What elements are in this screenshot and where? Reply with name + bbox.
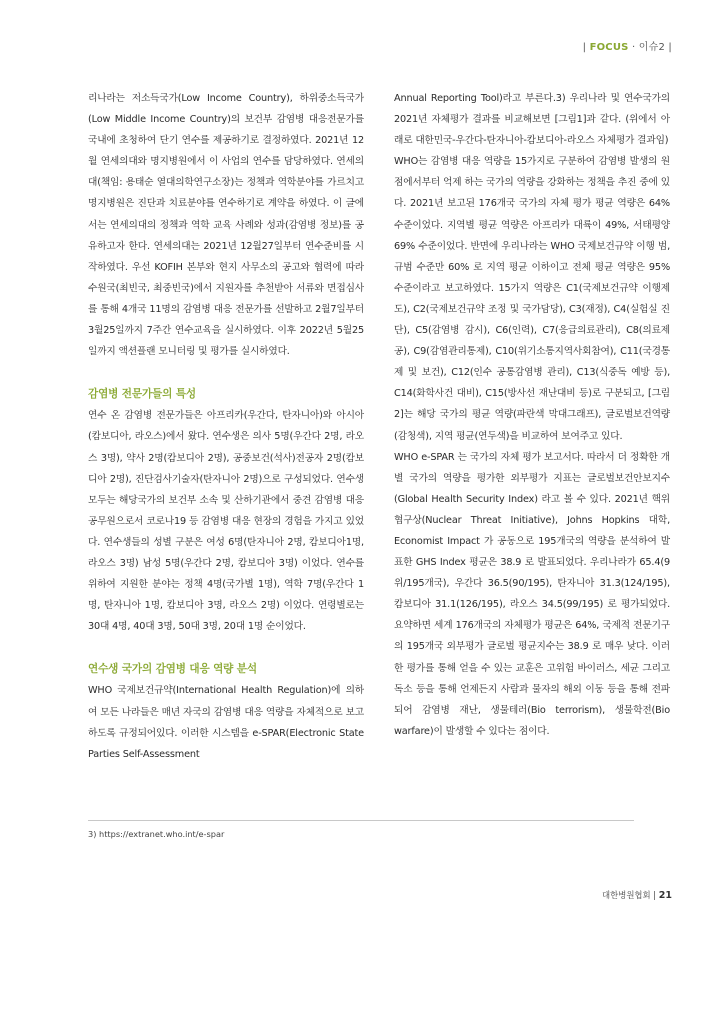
header-divider: | — [582, 42, 587, 53]
running-header — [583, 38, 672, 53]
section-label-focus: FOCUS — [589, 42, 629, 53]
section-heading-expert-characteristics: 감염병 전문가들의 특성 — [88, 388, 196, 401]
left-column — [88, 88, 364, 765]
publisher-name: 대한병원협회 — [602, 890, 651, 900]
body-paragraph: WHO e-SPAR 는 국가의 자체 평가 보고서다. 따라서 더 정확한 개별 국가의 역량을 평가한 외부평가 지표는 글로벌보건안보지수(Global Health Security Index) 라고 볼 수 있다. 2021년 핵위협구상(Nuclear Threat Initiative), Johns Hopkins 대학, Economist Impact 가 공동으로 195개국의 역량을 분석하여 발표한 GHS Index 평균은 38.9 로 발표되었다. 우리나라가 65.4(9위/195개국), 우간다 36.5(90/195), 탄자니아 31.3(124/195), 캄보디아 31.1(126/195), 라오스 34.5(99/195) 로 평가되었다. 요약하면 세계 176개국의 자체평가 평균은 64%, 국제적 전문기구의 195개국 외부평가 글로벌 평균지수는 38.9 로 매우 낮다. 이러한 평가를 통해 얻을 수 있는 교훈은 고위험 바이러스, 세균 그리고 독소 등을 통해 언제든지 사람과 물자의 해외 이동 등을 통해 전파되어 감염병 재난, 생물테러(Bio terrorism), 생물학전(Bio warfare)이 발생할 수 있다는 점이다. — [394, 451, 670, 737]
header-divider-right: | — [668, 42, 672, 53]
page-number: 21 — [658, 890, 672, 901]
body-paragraph: 연수 온 감염병 전문가들은 아프리카(우간다, 탄자니아)와 아시아(캄보디아, 라오스)에서 왔다. 연수생은 의사 5명(우간다 2명, 라오스 3명), 약사 2명(캄보디아 2명), 공중보건(석사)전공자 2명(캄보디아 2명), 진단검사기술자(탄자니아 2명)으로 구성되었다. 연수생 모두는 해당국가의 보건부 소속 및 산하기관에서 중견 감염병 대응 공무원으로서 코로나19 등 감염병 대응 현장의 경험을 가지고 있었다. 연수생들의 성별 구분은 여성 6명(탄자니아 2명, 캄보디아1명, 라오스 3명) 남성 5명(우간다 2명, 캄보디아 3명) 이었다. 연수를 위하여 지원한 분야는 정책 4명(국가별 1명), 역학 7명(우간다 1명, 탄자니아 1명, 캄보디아 3명, 라오스 2명) 이었다. 연령별로는 30대 4명, 40대 3명, 50대 3명, 20대 1명 순이었다. — [88, 410, 364, 633]
footer-divider: | — [653, 890, 657, 900]
footnote: 3) https://extranet.who.int/e-spar — [88, 829, 225, 839]
body-paragraph: WHO는 감염병 대응 역량을 15가지로 구분하여 감염병 발생의 원점에서부터 억제 하는 국가의 역량을 강화하는 정책을 추진 중에 있다. 2021년 보고된 176개국 국가의 자체 평가 평균 역량은 64% 수준이었다. 지역별 평균 역량은 아프리카 대륙이 49%, 서태평양 69% 수준이었다. 반면에 우리나라는 WHO 국제보건규약 이행 범, 규범 수준만 60% 로 지역 평균 이하이고 전체 평균 역량은 95% 수준이라고 보고하였다. 15가지 역량은 C1(국제보건규약 이행제도), C2(국제보건규약 조정 및 국가담당), C3(재정), C4(실험실 진단), C5(감염병 감시), C6(인력), C7(응급의료관리), C8(의료제공), C9(감염관리통제), C10(위기소통지역사회참여), C11(국경통제 및 보건), C12(인수 공통감염병 관리), C13(식중독 예방 등), C14(화학사건 대비), C15(방사선 재난대비 등)로 구분되고, [그림2]는 해당 국가의 평균 역량(파란색 막대그래프), 글로벌보건역량(감청색), 지역 평균(연두색)을 비교하여 보여주고 있다. — [394, 156, 670, 442]
body-paragraph: Annual Reporting Tool)라고 부른다.3) 우리나라 및 연수국가의 2021년 자체평가 결과를 비교해보면 [그림1]과 같다. (위에서 아래로 대한민국-우간다-탄자니아-캄보디아-라오스 자체평가 결과임) — [394, 93, 670, 147]
footnote-divider — [88, 820, 634, 821]
header-dot: · — [631, 42, 636, 53]
page-footer — [602, 889, 672, 901]
right-column — [394, 88, 670, 742]
body-paragraph: WHO 국제보건규약(International Health Regulation)에 의하여 모든 나라들은 매년 자국의 감염병 대응 역량을 자체적으로 보고하도록 규정되어있다. 이러한 시스템을 e-SPAR(Electronic State Parties Self-Assessment — [88, 685, 364, 760]
issue-label: 이슈2 — [638, 42, 666, 53]
section-heading-capacity-analysis: 연수생 국가의 감염병 대응 역량 분석 — [88, 663, 257, 676]
body-paragraph: 리나라는 저소득국가(Low Income Country), 하위중소득국가(Low Middle Income Country)의 보건부 감염병 대응전문가를 국내에 초청하여 단기 연수를 제공하기로 결정하였다. 2021년 12월 연세의대와 명지병원에서 이 사업의 연수를 담당하였다. 연세의대(책임: 용태순 열대의학연구소장)는 정책과 역학분야를 가르치고 명지병원은 진단과 치료분야를 연수하기로 계약을 하였다. 이 글에서는 연세의대의 정책과 역학 교육 사례와 성과(감염병 정보)를 공유하고자 한다. 연세의대는 2021년 12월27일부터 연수준비를 시작하였다. 우선 KOFIH 본부와 현지 사무소의 공고와 협력에 따라 수원국(최빈국, 최중빈국)에서 지원자를 추천받아 서류와 면접심사를 통해 4개국 11명의 감염병 대응 전문가를 선발하고 2월7일부터 3월25일까지 7주간 연수교육을 실시하였다. 이후 2022년 5월25일까지 액션플랜 모니터링 및 평가를 실시하였다. — [88, 93, 364, 358]
